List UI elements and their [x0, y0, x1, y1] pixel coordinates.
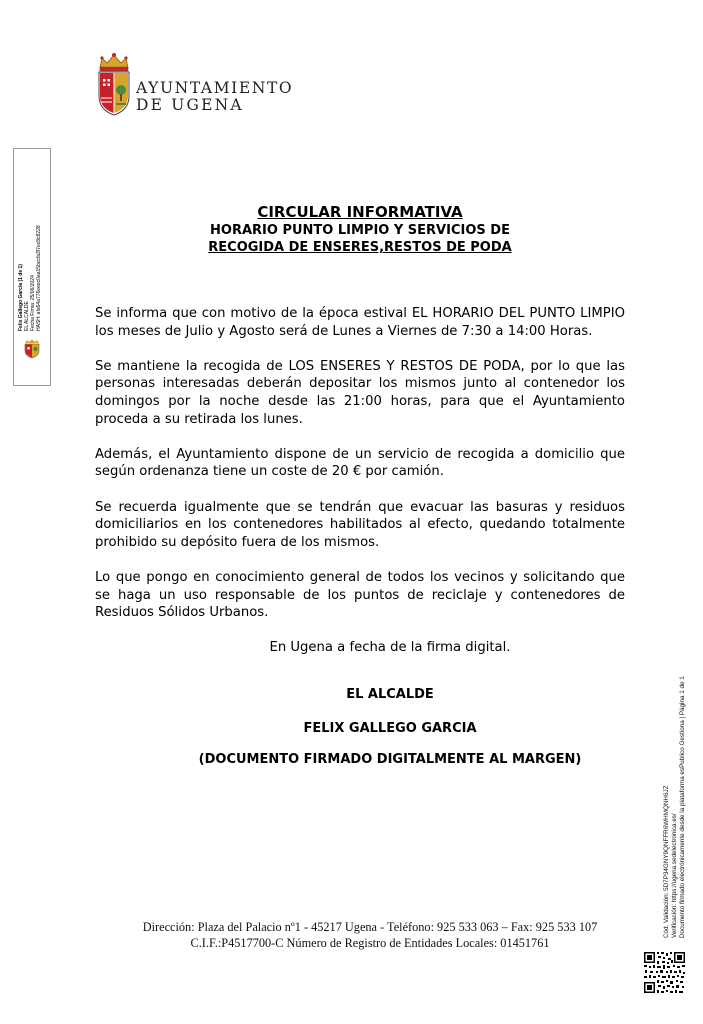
logo-text — [136, 80, 293, 114]
municipality-logo — [94, 52, 294, 122]
document-body — [95, 305, 625, 639]
logo-line-2: DE UGENA — [136, 96, 244, 114]
validation-code: Cód. Validación: 5D7P34GNY9QNFFR6WHMQNH6JZ — [663, 785, 670, 938]
footer-registry: C.I.F.:P4517700-C Número de Registro de Entidades Locales: 01451761 — [190, 936, 550, 950]
signature-date: Fecha Firma: 25/06/2024 — [30, 275, 36, 331]
page-footer — [110, 919, 630, 951]
paragraph: Se recuerda igualmente que se tendrán que evacuar las basuras y residuos domiciliarios en los contenedores habilitados al efecto, quedando totalmente prohibido su depósito fuera de los mismos. — [95, 499, 625, 550]
paragraph: Se mantiene la recogida de LOS ENSERES Y RESTOS DE PODA, por lo que las personas interesadas deberán depositar los mismos junto al contenedor los domingos por la noche desde las 21:00 horas, para que el Ayuntamiento proceda a su retirada los lunes. — [95, 358, 625, 427]
signer-title: EL ALCALDE — [346, 687, 434, 702]
document-title: CIRCULAR INFORMATIVA — [257, 203, 463, 221]
document-subtitle-line-2: RECOGIDA DE ENSERES,RESTOS DE PODA — [208, 240, 512, 255]
signer-name: FELIX GALLEGO GARCIA — [303, 721, 477, 736]
paragraph: Además, el Ayuntamiento dispone de un servicio de recogida a domicilio que según ordenanza tiene un coste de 20 € por camión. — [95, 446, 625, 480]
date-line: En Ugena a fecha de la firma digital. — [269, 640, 511, 655]
document-subtitle-line-1: HORARIO PUNTO LIMPIO Y SERVICIOS DE — [210, 223, 510, 238]
coat-of-arms-small-icon — [22, 339, 42, 359]
coat-of-arms-icon — [94, 52, 134, 118]
verification-url[interactable]: Verificación: https://ugena.sedelectronica.es/ — [671, 813, 678, 938]
qr-code-icon — [643, 951, 686, 994]
logo-line-1: AYUNTAMIENTO — [136, 79, 294, 97]
paragraph: Lo que pongo en conocimiento general de todos los vecinos y solicitando que se haga un uso responsable de los puntos de reciclaje y contenedores de Residuos Sólidos Urbanos. — [95, 569, 625, 621]
platform-note: Documento firmado electrónicamente desde la plataforma esPublico Gestiona | Página 1 de 1 — [679, 676, 686, 938]
signature-role: EL ALCALDE — [24, 301, 30, 331]
verification-strip — [661, 640, 691, 940]
paragraph: Se informa que con motivo de la época estival EL HORARIO DEL PUNTO LIMPIO los meses de Julio y Agosto será de Lunes a Viernes de 7:30 a 14:00 Horas. — [95, 306, 625, 339]
signature-signer: Felix Gallego García (1 de 1) — [18, 264, 24, 331]
digital-signature-box — [13, 148, 51, 386]
document-title-block — [100, 203, 620, 256]
signature-hash: HASH: afa54a776eeec0aa15bccfa3f7ec8c8228 — [36, 225, 42, 331]
signature-text — [16, 153, 46, 333]
signature-note: (DOCUMENTO FIRMADO DIGITALMENTE AL MARGEN) — [198, 752, 582, 767]
footer-address: Dirección: Plaza del Palacio nº1 - 45217 Ugena - Teléfono: 925 533 063 – Fax: 925 533 107 — [142, 920, 598, 934]
